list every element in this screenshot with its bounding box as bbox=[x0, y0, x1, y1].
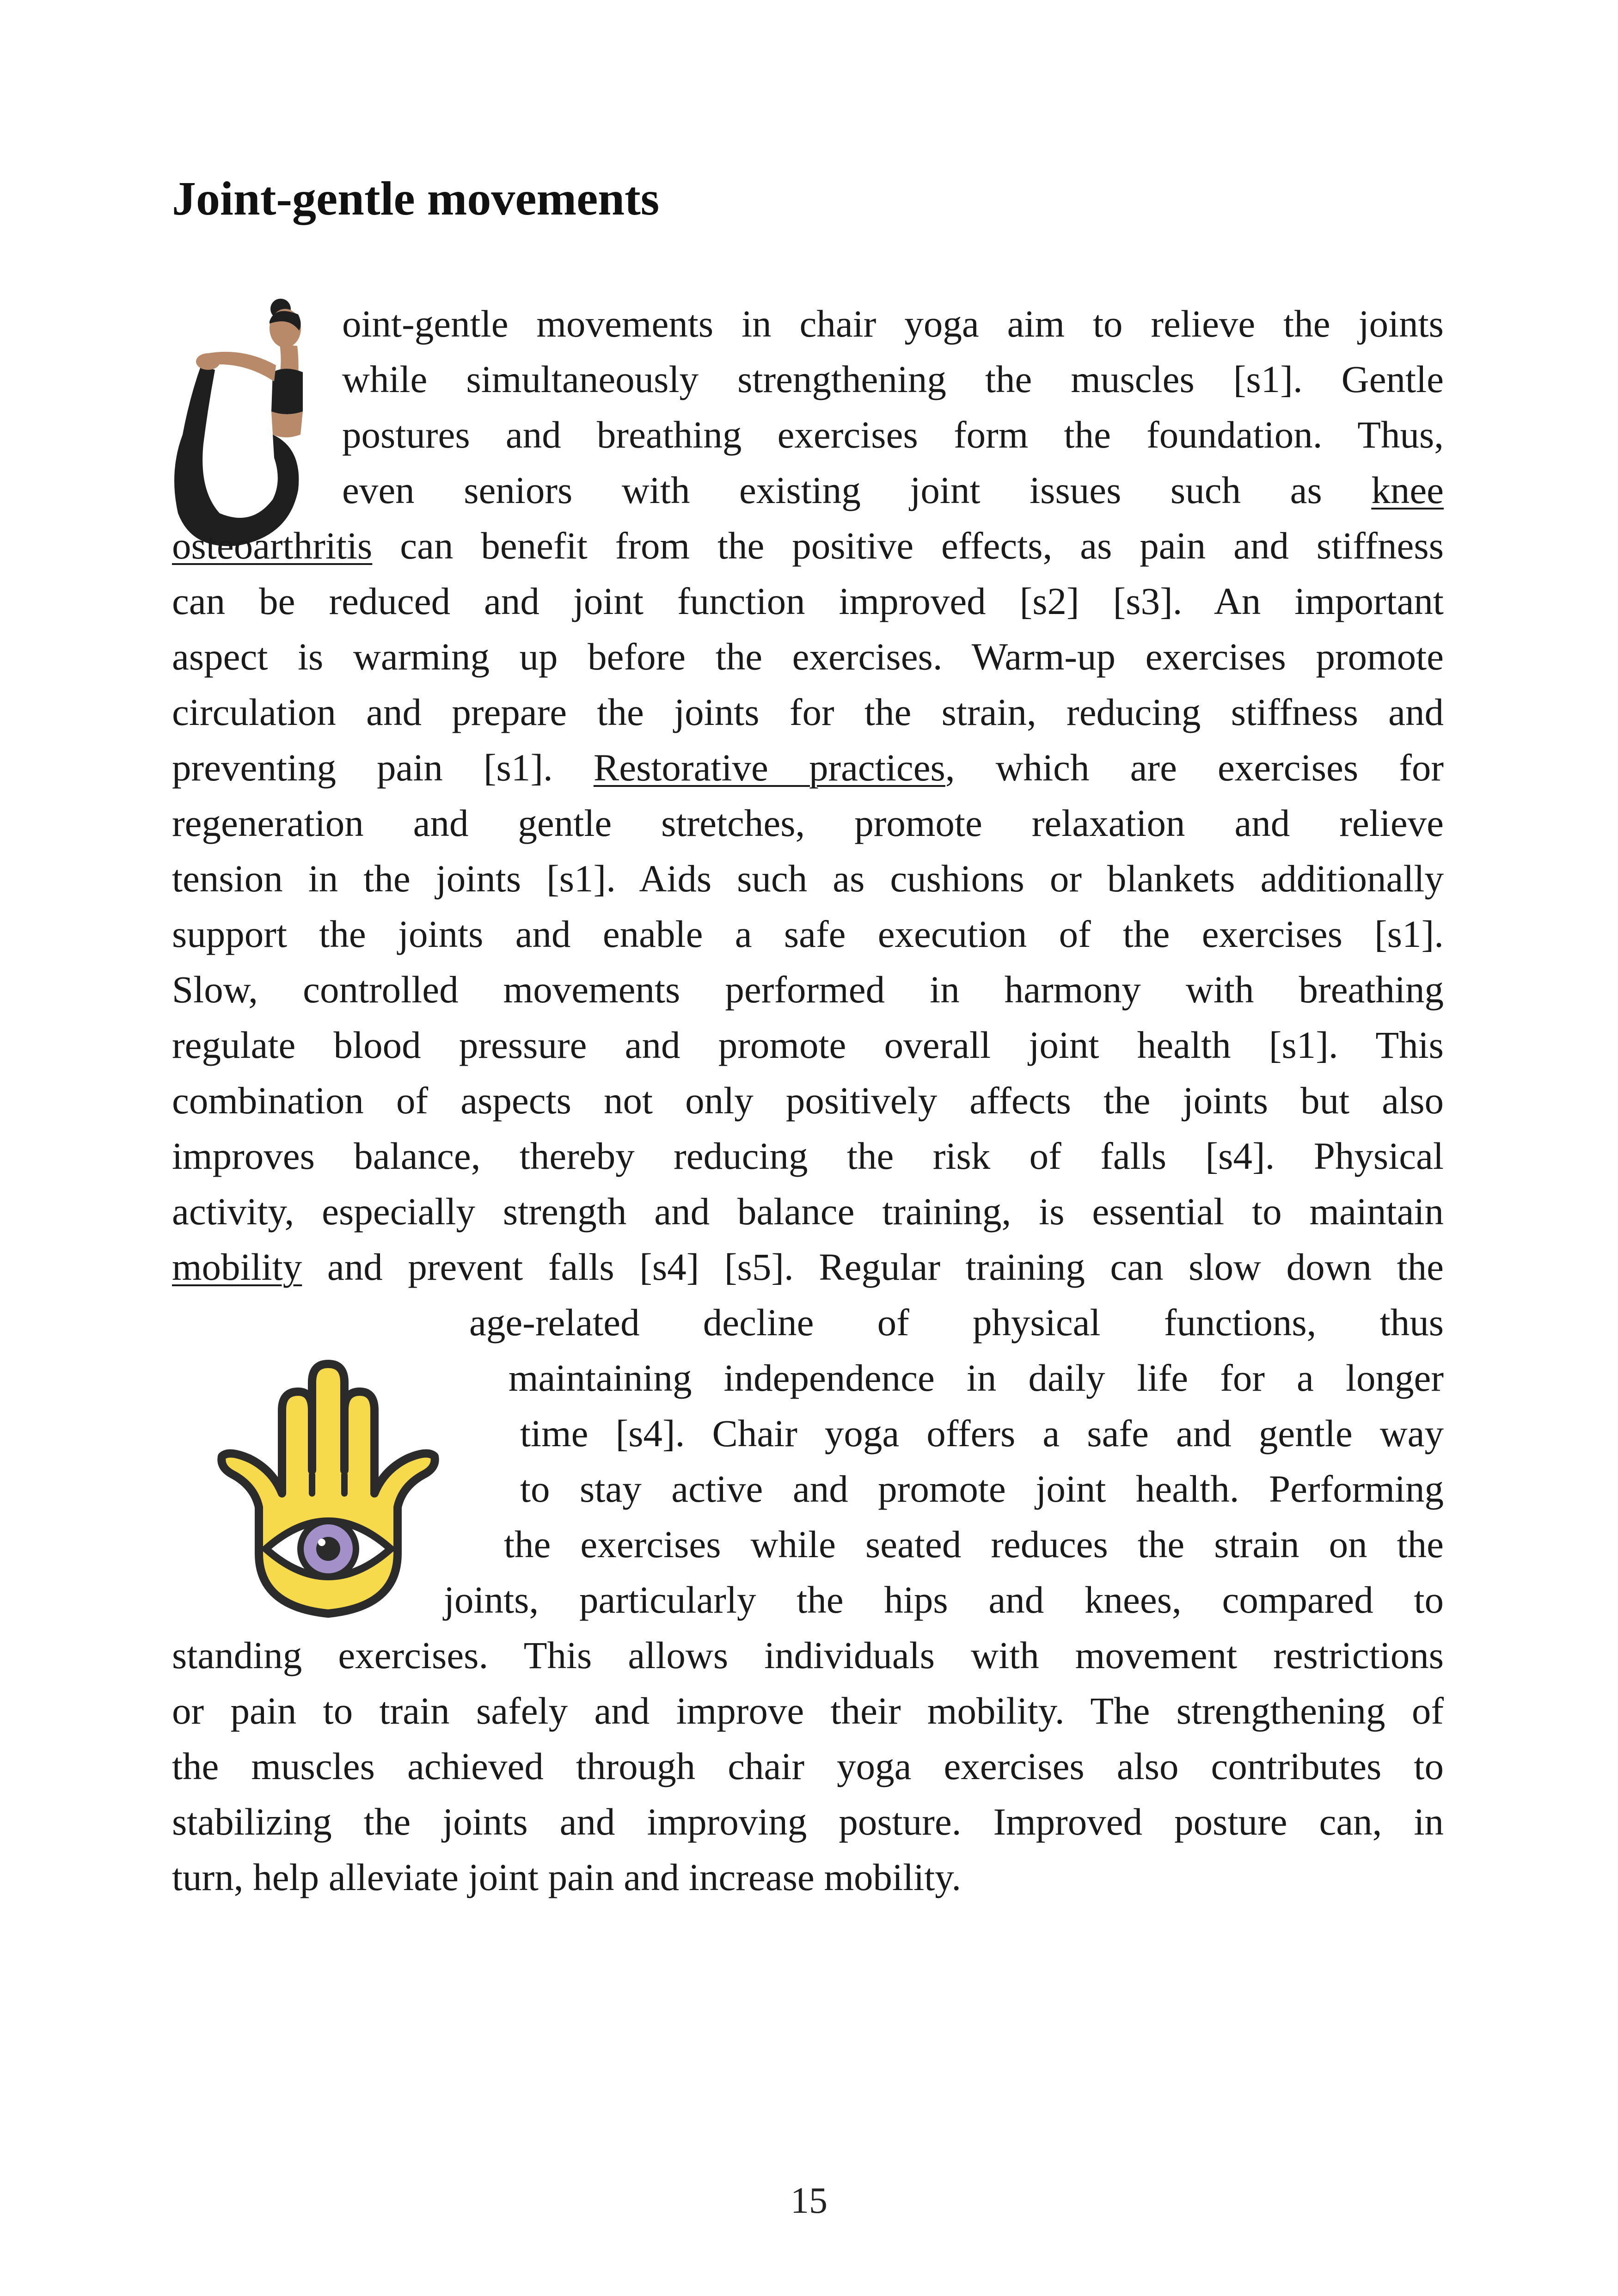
body-line: while simultaneously strengthening the muscles [s1]. Gentle bbox=[342, 358, 1444, 400]
body-line: osteoarthritis can benefit from the positive effects, as pain and stiffness bbox=[172, 524, 1444, 567]
body-line: the exercises while seated reduces the strain on the bbox=[504, 1523, 1444, 1565]
page-title: Joint-gentle movements bbox=[172, 172, 660, 225]
hamsa-hand-icon bbox=[213, 1355, 444, 1623]
body-line: support the joints and enable a safe execution of the exercises [s1]. bbox=[172, 913, 1444, 955]
body-line: activity, especially strength and balance training, is essential to maintain bbox=[172, 1190, 1444, 1233]
body-line: combination of aspects not only positively affects the joints but also bbox=[172, 1079, 1444, 1122]
body-line: tension in the joints [s1]. Aids such as cushions or blankets additionally bbox=[172, 857, 1444, 900]
body-line: or pain to train safely and improve their mobility. The strengthening of bbox=[172, 1689, 1444, 1732]
body-line: regeneration and gentle stretches, promote relaxation and relieve bbox=[172, 802, 1444, 844]
yoga-figure-dropcap-icon bbox=[164, 296, 321, 555]
page-number: 15 bbox=[791, 2180, 827, 2221]
underlined-term: Restorative practices bbox=[593, 746, 945, 789]
body-line: maintaining independence in daily life for a longer bbox=[509, 1357, 1444, 1399]
body-line: joints, particularly the hips and knees, compared to bbox=[444, 1578, 1444, 1621]
body-line: postures and breathing exercises form the foundation. Thus, bbox=[342, 413, 1444, 456]
body-line: mobility and prevent falls [s4] [s5]. Regular training can slow down the bbox=[172, 1246, 1444, 1288]
body-line: oint-gentle movements in chair yoga aim to relieve the joints bbox=[342, 302, 1444, 345]
body-line: aspect is warming up before the exercises. Warm-up exercises promote bbox=[172, 635, 1444, 678]
body-line: to stay active and promote joint health. Performing bbox=[520, 1467, 1444, 1510]
body-line: age-related decline of physical functions, thus bbox=[469, 1301, 1444, 1344]
body-line: time [s4]. Chair yoga offers a safe and gentle way bbox=[520, 1412, 1444, 1455]
body-line: improves balance, thereby reducing the risk of falls [s4]. Physical bbox=[172, 1135, 1444, 1177]
body-line: Slow, controlled movements performed in harmony with breathing bbox=[172, 968, 1444, 1011]
body-line: regulate blood pressure and promote overall joint health [s1]. This bbox=[172, 1024, 1444, 1066]
underlined-term: knee bbox=[1371, 469, 1444, 511]
body-line: turn, help alleviate joint pain and increase mobility. bbox=[172, 1856, 962, 1898]
body-line: circulation and prepare the joints for the strain, reducing stiffness and bbox=[172, 691, 1444, 733]
body-line: stabilizing the joints and improving posture. Improved posture can, in bbox=[172, 1800, 1444, 1843]
body-line: standing exercises. This allows individuals with movement restrictions bbox=[172, 1634, 1444, 1676]
underlined-term: mobility bbox=[172, 1246, 302, 1288]
body-line: the muscles achieved through chair yoga exercises also contributes to bbox=[172, 1745, 1444, 1787]
body-line: can be reduced and joint function improved [s2] [s3]. An important bbox=[172, 580, 1444, 622]
body-line: even seniors with existing joint issues such as knee bbox=[342, 469, 1444, 511]
underlined-term: osteoarthritis bbox=[172, 524, 373, 567]
body-line: preventing pain [s1]. Restorative practices, which are exercises for bbox=[172, 746, 1444, 789]
